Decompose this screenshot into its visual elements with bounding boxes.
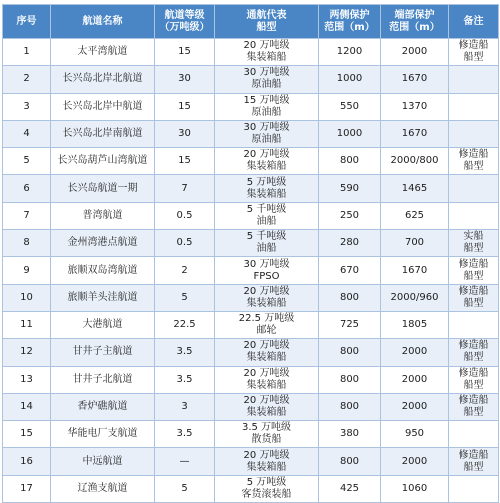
table-row [3, 421, 499, 448]
header-cell-channel-grade: 航道等级 （万吨级） [155, 5, 215, 39]
cell-remarks [449, 202, 499, 229]
cell-channel-name: 旅顺双岛湾航道 [51, 257, 155, 284]
cell-end-protection: 625 [381, 202, 449, 229]
cell-side-protection: 380 [319, 421, 381, 448]
cell-channel-name: 长兴岛航道一期 [51, 175, 155, 202]
cell-end-protection: 1060 [381, 475, 449, 502]
cell-side-protection: 800 [319, 366, 381, 393]
cell-end-protection: 2000 [381, 39, 449, 66]
cell-channel-name: 华能电厂支航道 [51, 421, 155, 448]
table-row [3, 339, 499, 366]
header-cell-side-protection: 两侧保护 范围（m） [319, 5, 381, 39]
cell-remarks [449, 421, 499, 448]
cell-ship-type: 15 万吨级 原油船 [215, 93, 319, 120]
cell-side-protection: 550 [319, 93, 381, 120]
cell-index: 4 [3, 120, 51, 147]
cell-side-protection: 800 [319, 148, 381, 175]
table-row [3, 284, 499, 311]
cell-ship-type: 20 万吨级 集装箱船 [215, 448, 319, 475]
cell-channel-name: 长兴岛北岸中航道 [51, 93, 155, 120]
cell-side-protection: 590 [319, 175, 381, 202]
cell-end-protection: 2000 [381, 448, 449, 475]
cell-end-protection: 1370 [381, 93, 449, 120]
cell-remarks [449, 475, 499, 502]
cell-index: 9 [3, 257, 51, 284]
table-row [3, 230, 499, 257]
cell-end-protection: 700 [381, 230, 449, 257]
cell-end-protection: 1805 [381, 311, 449, 338]
cell-index: 15 [3, 421, 51, 448]
cell-ship-type: 5 万吨级 客货滚装船 [215, 475, 319, 502]
cell-side-protection: 1000 [319, 66, 381, 93]
cell-remarks: 修造船 船型 [449, 148, 499, 175]
cell-ship-type: 3.5 万吨级 散货船 [215, 421, 319, 448]
table-row [3, 148, 499, 175]
cell-channel-grade: 2 [155, 257, 215, 284]
table-row [3, 366, 499, 393]
table-row [3, 393, 499, 420]
table-row [3, 175, 499, 202]
cell-side-protection: 280 [319, 230, 381, 257]
cell-end-protection: 2000/800 [381, 148, 449, 175]
cell-ship-type: 5 万吨级 集装箱船 [215, 175, 319, 202]
cell-remarks [449, 120, 499, 147]
cell-index: 10 [3, 284, 51, 311]
cell-channel-grade: 3.5 [155, 421, 215, 448]
cell-channel-name: 金州湾港点航道 [51, 230, 155, 257]
cell-side-protection: 425 [319, 475, 381, 502]
cell-ship-type: 20 万吨级 集装箱船 [215, 284, 319, 311]
cell-channel-grade: 5 [155, 284, 215, 311]
cell-channel-grade: 22.5 [155, 311, 215, 338]
cell-channel-grade: 30 [155, 66, 215, 93]
cell-ship-type: 20 万吨级 集装箱船 [215, 39, 319, 66]
cell-channel-grade: 3.5 [155, 339, 215, 366]
cell-ship-type: 5 千吨级 油船 [215, 202, 319, 229]
cell-index: 5 [3, 148, 51, 175]
cell-channel-grade: 15 [155, 148, 215, 175]
table-row [3, 39, 499, 66]
cell-ship-type: 20 万吨级 集装箱船 [215, 393, 319, 420]
cell-index: 7 [3, 202, 51, 229]
cell-channel-grade: — [155, 448, 215, 475]
cell-remarks: 修造船 船型 [449, 257, 499, 284]
cell-remarks: 修造船 船型 [449, 393, 499, 420]
table-row [3, 93, 499, 120]
header-cell-channel-name: 航道名称 [51, 5, 155, 39]
cell-remarks: 修造船 船型 [449, 448, 499, 475]
cell-remarks [449, 311, 499, 338]
table-body [3, 39, 499, 503]
cell-side-protection: 800 [319, 284, 381, 311]
cell-ship-type: 30 万吨级 原油船 [215, 66, 319, 93]
cell-side-protection: 800 [319, 339, 381, 366]
cell-end-protection: 1670 [381, 257, 449, 284]
cell-ship-type: 5 千吨级 油船 [215, 230, 319, 257]
cell-channel-grade: 0.5 [155, 230, 215, 257]
cell-side-protection: 1200 [319, 39, 381, 66]
cell-side-protection: 250 [319, 202, 381, 229]
cell-ship-type: 30 万吨级 FPSO [215, 257, 319, 284]
cell-channel-name: 甘井子北航道 [51, 366, 155, 393]
cell-channel-name: 长兴岛北岸北航道 [51, 66, 155, 93]
cell-index: 8 [3, 230, 51, 257]
cell-side-protection: 800 [319, 393, 381, 420]
table-row [3, 475, 499, 502]
cell-channel-name: 大港航道 [51, 311, 155, 338]
cell-channel-grade: 5 [155, 475, 215, 502]
cell-ship-type: 20 万吨级 集装箱船 [215, 148, 319, 175]
cell-remarks [449, 66, 499, 93]
cell-channel-name: 太平湾航道 [51, 39, 155, 66]
cell-index: 17 [3, 475, 51, 502]
cell-channel-grade: 7 [155, 175, 215, 202]
cell-ship-type: 20 万吨级 集装箱船 [215, 366, 319, 393]
header-cell-remarks: 备注 [449, 5, 499, 39]
header-row [3, 5, 499, 39]
cell-index: 16 [3, 448, 51, 475]
table-row [3, 257, 499, 284]
cell-index: 3 [3, 93, 51, 120]
cell-end-protection: 2000 [381, 393, 449, 420]
table-row [3, 202, 499, 229]
header-cell-ship-type: 通航代表 船型 [215, 5, 319, 39]
cell-remarks: 实船 船型 [449, 230, 499, 257]
cell-channel-name: 普湾航道 [51, 202, 155, 229]
cell-ship-type: 22.5 万吨级 邮轮 [215, 311, 319, 338]
cell-channel-grade: 3.5 [155, 366, 215, 393]
cell-remarks [449, 175, 499, 202]
cell-index: 12 [3, 339, 51, 366]
cell-channel-grade: 30 [155, 120, 215, 147]
cell-index: 11 [3, 311, 51, 338]
cell-channel-grade: 3 [155, 393, 215, 420]
cell-end-protection: 1465 [381, 175, 449, 202]
cell-ship-type: 30 万吨级 原油船 [215, 120, 319, 147]
cell-channel-name: 甘井子主航道 [51, 339, 155, 366]
cell-side-protection: 1000 [319, 120, 381, 147]
header-cell-end-protection: 端部保护 范围（m） [381, 5, 449, 39]
cell-index: 13 [3, 366, 51, 393]
cell-ship-type: 20 万吨级 集装箱船 [215, 339, 319, 366]
cell-channel-name: 辽渔支航道 [51, 475, 155, 502]
channel-protection-table [2, 4, 499, 503]
cell-channel-grade: 0.5 [155, 202, 215, 229]
cell-channel-name: 长兴岛葫芦山湾航道 [51, 148, 155, 175]
table-row [3, 448, 499, 475]
cell-index: 14 [3, 393, 51, 420]
cell-side-protection: 670 [319, 257, 381, 284]
cell-end-protection: 950 [381, 421, 449, 448]
cell-end-protection: 1670 [381, 120, 449, 147]
cell-remarks: 修造船 船型 [449, 339, 499, 366]
table-row [3, 311, 499, 338]
cell-remarks [449, 93, 499, 120]
header-cell-index: 序号 [3, 5, 51, 39]
cell-end-protection: 2000 [381, 339, 449, 366]
cell-end-protection: 1670 [381, 66, 449, 93]
cell-channel-grade: 15 [155, 93, 215, 120]
cell-channel-name: 中远航道 [51, 448, 155, 475]
cell-side-protection: 725 [319, 311, 381, 338]
cell-index: 1 [3, 39, 51, 66]
cell-index: 2 [3, 66, 51, 93]
cell-end-protection: 2000/960 [381, 284, 449, 311]
cell-channel-name: 香炉礁航道 [51, 393, 155, 420]
cell-end-protection: 2000 [381, 366, 449, 393]
cell-channel-grade: 15 [155, 39, 215, 66]
cell-channel-name: 旅顺羊头洼航道 [51, 284, 155, 311]
cell-index: 6 [3, 175, 51, 202]
table-header [3, 5, 499, 39]
table-row [3, 120, 499, 147]
cell-remarks: 修造船 船型 [449, 39, 499, 66]
cell-channel-name: 长兴岛北岸南航道 [51, 120, 155, 147]
table-row [3, 66, 499, 93]
cell-remarks: 修造船 船型 [449, 284, 499, 311]
cell-remarks: 修造船 船型 [449, 366, 499, 393]
cell-side-protection: 800 [319, 448, 381, 475]
